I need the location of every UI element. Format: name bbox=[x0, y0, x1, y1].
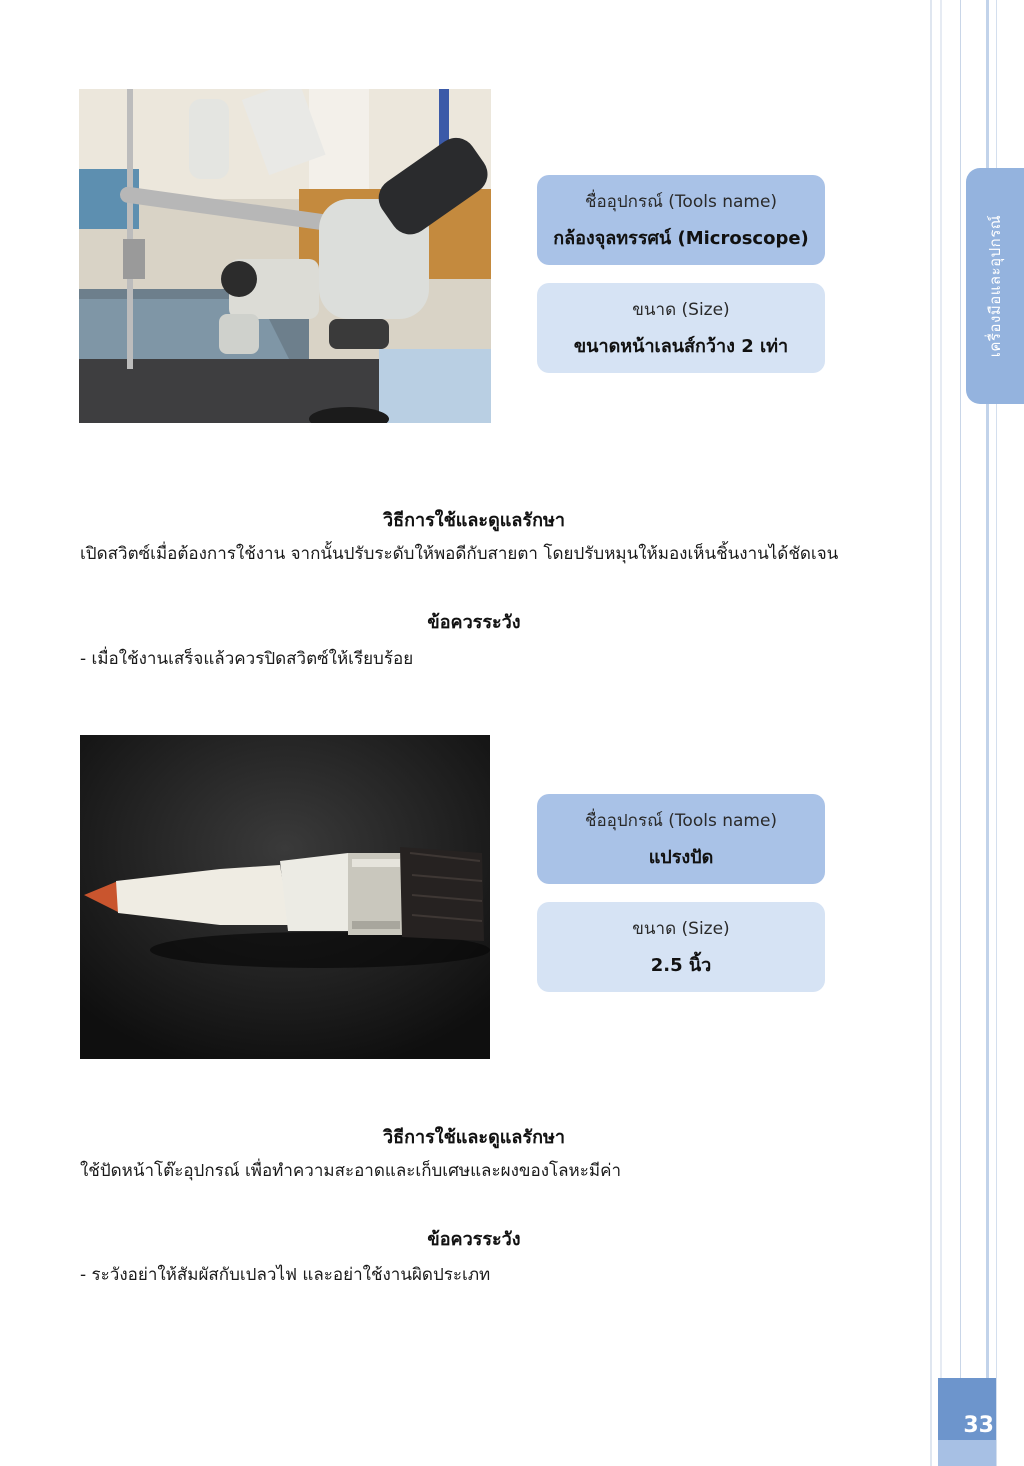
tool-size-value: ขนาดหน้าเลนส์กว้าง 2 เท่า bbox=[573, 336, 789, 357]
brush-icon bbox=[80, 735, 490, 1059]
chapter-side-tab-label: เครื่องมือและอุปกรณ์ bbox=[986, 214, 1005, 358]
caution-heading-2: ข้อควรระวัง bbox=[427, 1229, 521, 1250]
caution-text-1: - เมื่อใช้งานเสร็จแล้วควรปิดสวิตซ์ให้เรียบร้อย bbox=[80, 649, 414, 669]
page-number: 33 bbox=[963, 1413, 994, 1438]
page-number-strip bbox=[938, 1440, 996, 1466]
usage-text-1: เปิดสวิตซ์เมื่อต้องการใช้งาน จากนั้นปรับระดับให้พอดีกับสายตา โดยปรับหมุนให้มองเห็นชิ้นงานได้ชัดเจน bbox=[80, 544, 839, 564]
brush-photo bbox=[80, 735, 490, 1059]
tool-name-value: กล้องจุลทรรศน์ (Microscope) bbox=[553, 228, 809, 249]
caution-heading-1: ข้อควรระวัง bbox=[427, 612, 521, 633]
microscope-photo bbox=[79, 89, 491, 423]
tool-size-box-1 bbox=[537, 283, 825, 373]
page-number-box bbox=[938, 1378, 996, 1440]
microscope-icon bbox=[79, 89, 491, 423]
tool-name-label: ชื่ออุปกรณ์ (Tools name) bbox=[584, 811, 778, 831]
tool-name-label: ชื่ออุปกรณ์ (Tools name) bbox=[584, 192, 778, 212]
tool-name-box-1 bbox=[537, 175, 825, 265]
tool-size-label: ขนาด (Size) bbox=[632, 919, 730, 939]
tool-size-value: 2.5 นิ้ว bbox=[650, 955, 712, 976]
caution-text-2: - ระวังอย่าให้สัมผัสกับเปลวไฟ และอย่าใช้งานผิดประเภท bbox=[80, 1265, 491, 1285]
usage-heading-2: วิธีการใช้และดูแลรักษา bbox=[383, 1127, 565, 1148]
chapter-side-tab bbox=[966, 168, 1024, 404]
tool-name-value: แปรงปัด bbox=[648, 847, 714, 868]
usage-heading-1: วิธีการใช้และดูแลรักษา bbox=[383, 510, 565, 531]
tool-size-label: ขนาด (Size) bbox=[632, 300, 730, 320]
tool-size-box-2 bbox=[537, 902, 825, 992]
tool-name-box-2 bbox=[537, 794, 825, 884]
usage-text-2: ใช้ปัดหน้าโต๊ะอุปกรณ์ เพื่อทำความสะอาดและเก็บเศษและผงของโลหะมีค่า bbox=[80, 1161, 622, 1181]
